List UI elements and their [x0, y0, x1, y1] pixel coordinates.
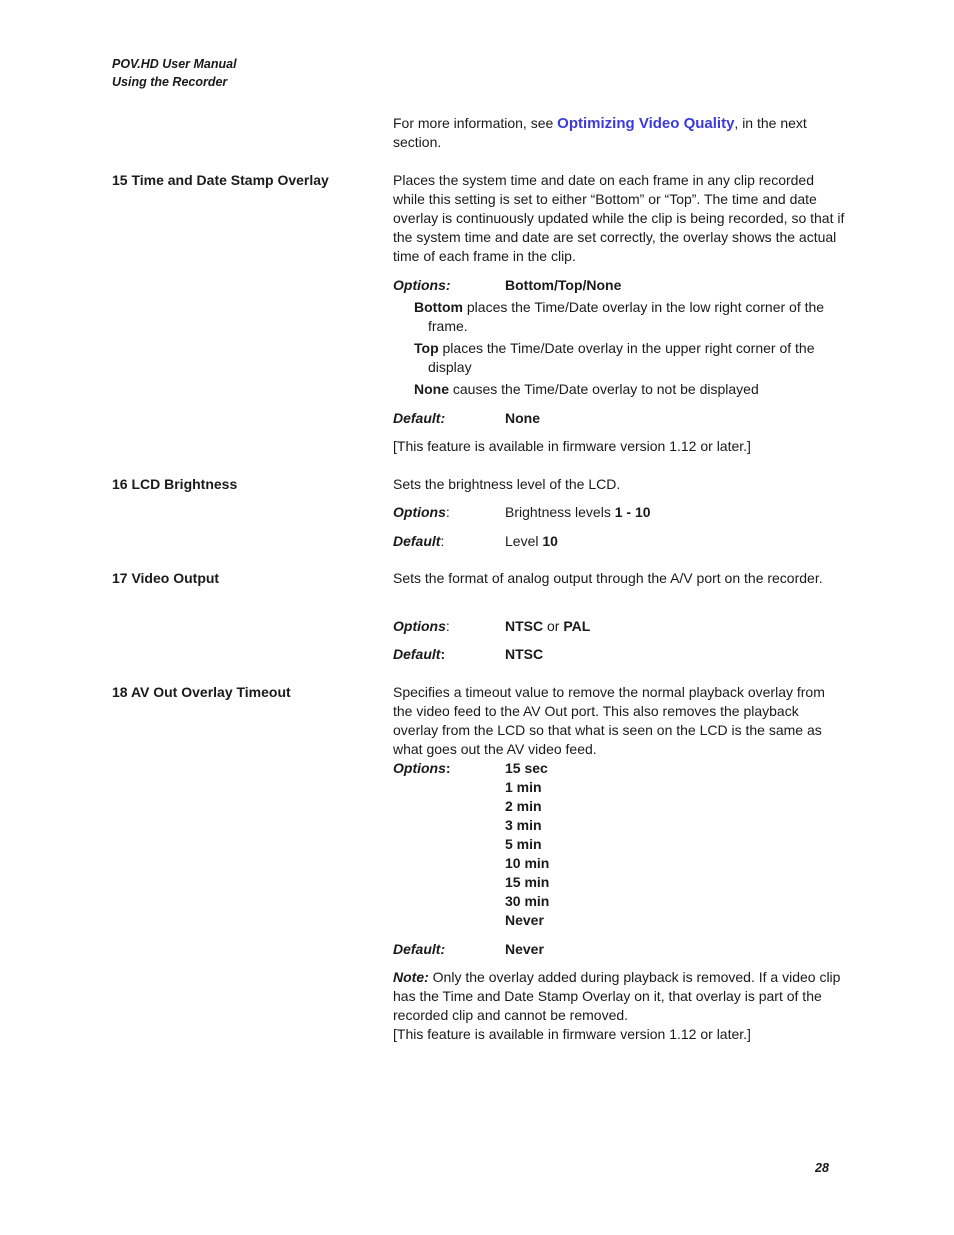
top-desc: places the Time/Date overlay in the upper right corner of the display [428, 340, 815, 375]
section-15-top-option [414, 339, 858, 377]
section-16-default-label-wrap [393, 532, 444, 551]
section-18-firmware-note: [This feature is available in firmware version 1.12 or later.] [393, 1026, 751, 1042]
section-16-options-colon: : [445, 504, 450, 520]
top-term: Top [414, 340, 439, 356]
option-item: Never [505, 912, 544, 928]
option-item: 3 min [505, 817, 542, 833]
section-18-default-value: Never [505, 941, 544, 957]
note-label: Note: [393, 969, 429, 985]
section-16-default-value: 10 [542, 533, 558, 549]
section-18-heading: 18 AV Out Overlay Timeout [112, 684, 291, 700]
section-18-default-label: Default: [393, 941, 446, 957]
section-16-options-label-wrap [393, 503, 450, 522]
intro-suffix: , in the next section. [393, 115, 807, 150]
header-subtitle: Using the Recorder [112, 75, 228, 89]
option-item: 15 min [505, 874, 550, 890]
section-18-options-label: Options [393, 760, 446, 776]
option-item: 2 min [505, 798, 542, 814]
section-18-options-list [505, 759, 549, 930]
section-15-heading: 15 Time and Date Stamp Overlay [112, 172, 329, 188]
section-17-heading: 17 Video Output [112, 570, 220, 586]
section-15-firmware-note: [This feature is available in firmware version 1.12 or later.] [393, 438, 751, 454]
section-16-default-value-wrap [505, 532, 558, 551]
section-16-options-value-wrap [505, 503, 651, 522]
section-18-options-label-wrap [393, 759, 451, 778]
none-term: None [414, 381, 449, 397]
note-text: Only the overlay added during playback is removed. If a video clip has the Time and Date Stamp Overlay on it, that overlay is part of the recorded clip and cannot be removed. [393, 969, 841, 1023]
section-18-note [393, 968, 845, 1025]
header-title: POV.HD User Manual [112, 57, 237, 71]
section-17-options-colon: : [445, 618, 450, 634]
intro-prefix: For more information, see [393, 115, 558, 131]
section-16-options-value: 1 - 10 [614, 504, 651, 520]
option-item: 1 min [505, 779, 542, 795]
section-17-option-ntsc: NTSC [505, 618, 544, 634]
section-17-body: Sets the format of analog output through the A/V port on the recorder. [393, 570, 823, 586]
section-17-default-label: Default [393, 646, 441, 662]
intro-paragraph [393, 114, 845, 152]
section-17-options-value-wrap [505, 617, 590, 636]
section-17-option-or: or [543, 618, 564, 634]
option-item: 5 min [505, 836, 542, 852]
section-17-options-label-wrap [393, 617, 450, 636]
section-17-default-value: NTSC [505, 646, 544, 662]
section-18-options-colon: : [445, 760, 451, 776]
section-16-options-prefix: Brightness levels [505, 504, 615, 520]
section-16-heading: 16 LCD Brightness [112, 476, 238, 492]
section-16-body: Sets the brightness level of the LCD. [393, 476, 621, 492]
section-15-bottom-option [414, 298, 858, 336]
section-16-options-label: Options [393, 504, 446, 520]
section-17-default-label-wrap [393, 645, 445, 664]
page-number: 28 [815, 1161, 829, 1175]
section-16-default-label: Default [393, 533, 441, 549]
section-17-options-label: Options [393, 618, 446, 634]
section-16-default-prefix: Level [505, 533, 543, 549]
bottom-desc: places the Time/Date overlay in the low right corner of the frame. [428, 299, 825, 334]
optimizing-video-quality-link[interactable]: Optimizing Video Quality [557, 115, 735, 132]
section-16-default-colon: : [440, 533, 445, 549]
section-17-default-colon: : [440, 646, 446, 662]
section-15-options-label: Options: [393, 277, 451, 293]
bottom-term: Bottom [414, 299, 463, 315]
section-18-body: Specifies a timeout value to remove the normal playback overlay from the video feed to the AV Out port. This also removes the playback overlay from the LCD so that what is seen on the LCD is the same as what goes out the AV video feed. [393, 684, 825, 757]
section-15-default-label: Default: [393, 410, 446, 426]
section-15-body: Places the system time and date on each frame in any clip recorded while this setting is set to either “Bottom” or “Top”. The time and date overlay is continuously updated while the clip is being recorded, so that if the system time and date are set correctly, the overlay shows the actual time of each frame in the clip. [393, 172, 845, 264]
section-15-none-option [414, 380, 858, 399]
option-item: 30 min [505, 893, 550, 909]
section-17-option-pal: PAL [563, 618, 591, 634]
option-item: 10 min [505, 855, 550, 871]
none-desc: causes the Time/Date overlay to not be displayed [449, 381, 759, 397]
option-item: 15 sec [505, 760, 548, 776]
section-15-options-value: Bottom/Top/None [505, 277, 622, 293]
section-15-default-value: None [505, 410, 540, 426]
